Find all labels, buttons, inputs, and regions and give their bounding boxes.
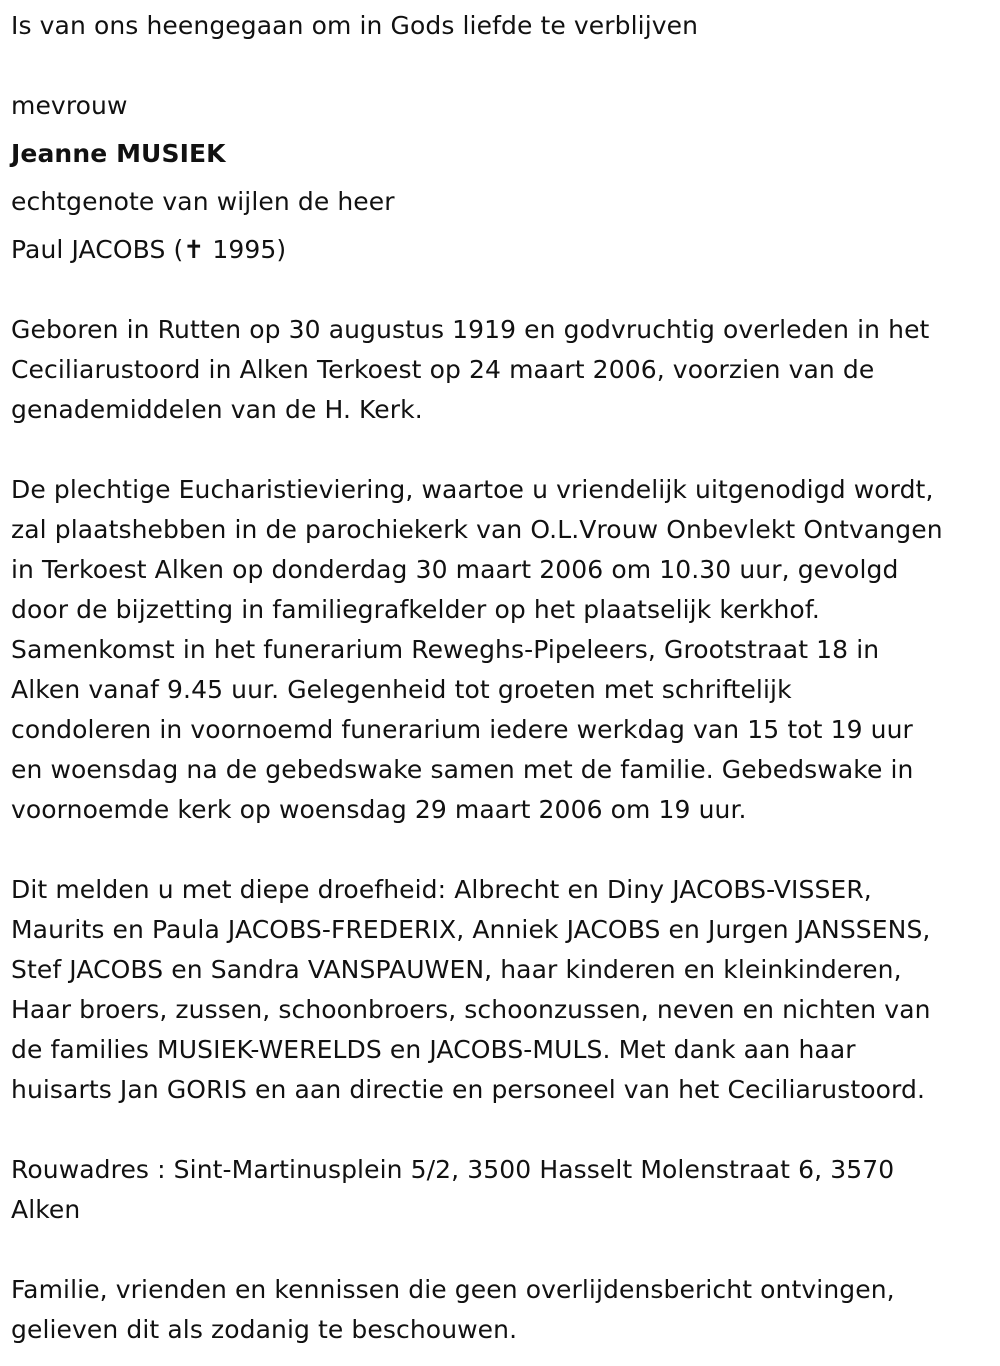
family-line: Dit melden u met diepe droefheid: Albrecht en Diny JACOBS-VISSER,	[11, 875, 872, 904]
family-line: huisarts Jan GORIS en aan directie en personeel van het Ceciliarustoord.	[11, 1075, 926, 1104]
address-line: Rouwadres : Sint-Martinusplein 5/2, 3500 Hasselt Molenstraat 6, 3570	[11, 1155, 895, 1184]
deceased-title: mevrouw	[11, 91, 128, 120]
birth-death-line: Geboren in Rutten op 30 augustus 1919 en godvruchtig overleden in het	[11, 315, 930, 344]
ceremony-line: voornoemde kerk op woensdag 29 maart 2006 om 19 uur.	[11, 795, 747, 824]
ceremony-line: en woensdag na de gebedswake samen met de familie. Gebedswake in	[11, 755, 914, 784]
ceremony-line: door de bijzetting in familiegrafkelder op het plaatselijk kerkhof.	[11, 595, 820, 624]
intro-line: Is van ons heengegaan om in Gods liefde te verblijven	[11, 11, 699, 40]
closing-line: gelieven dit als zodanig te beschouwen.	[11, 1315, 518, 1344]
ceremony-line: De plechtige Eucharistieviering, waartoe u vriendelijk uitgenodigd wordt,	[11, 475, 934, 504]
ceremony-line: condoleren in voornoemd funerarium iedere werkdag van 15 tot 19 uur	[11, 715, 913, 744]
ceremony-line: Samenkomst in het funerarium Reweghs-Pipeleers, Grootstraat 18 in	[11, 635, 880, 664]
deceased-relation: echtgenote van wijlen de heer	[11, 187, 395, 216]
deceased-spouse: Paul JACOBS (✝ 1995)	[11, 235, 287, 264]
family-line: de families MUSIEK-WERELDS en JACOBS-MULS. Met dank aan haar	[11, 1035, 856, 1064]
birth-death-line: genademiddelen van de H. Kerk.	[11, 395, 423, 424]
closing-line: Familie, vrienden en kennissen die geen overlijdensbericht ontvingen,	[11, 1275, 895, 1304]
family-line: Haar broers, zussen, schoonbroers, schoonzussen, neven en nichten van	[11, 995, 931, 1024]
address-line: Alken	[11, 1195, 81, 1224]
family-line: Stef JACOBS en Sandra VANSPAUWEN, haar kinderen en kleinkinderen,	[11, 955, 902, 984]
ceremony-line: Alken vanaf 9.45 uur. Gelegenheid tot groeten met schriftelijk	[11, 675, 792, 704]
deceased-name: Jeanne MUSIEK	[11, 139, 226, 168]
ceremony-line: zal plaatshebben in de parochiekerk van O.L.Vrouw Onbevlekt Ontvangen	[11, 515, 943, 544]
birth-death-line: Ceciliarustoord in Alken Terkoest op 24 maart 2006, voorzien van de	[11, 355, 875, 384]
ceremony-line: in Terkoest Alken op donderdag 30 maart 2006 om 10.30 uur, gevolgd	[11, 555, 899, 584]
family-line: Maurits en Paula JACOBS-FREDERIX, Anniek JACOBS en Jurgen JANSSENS,	[11, 915, 931, 944]
